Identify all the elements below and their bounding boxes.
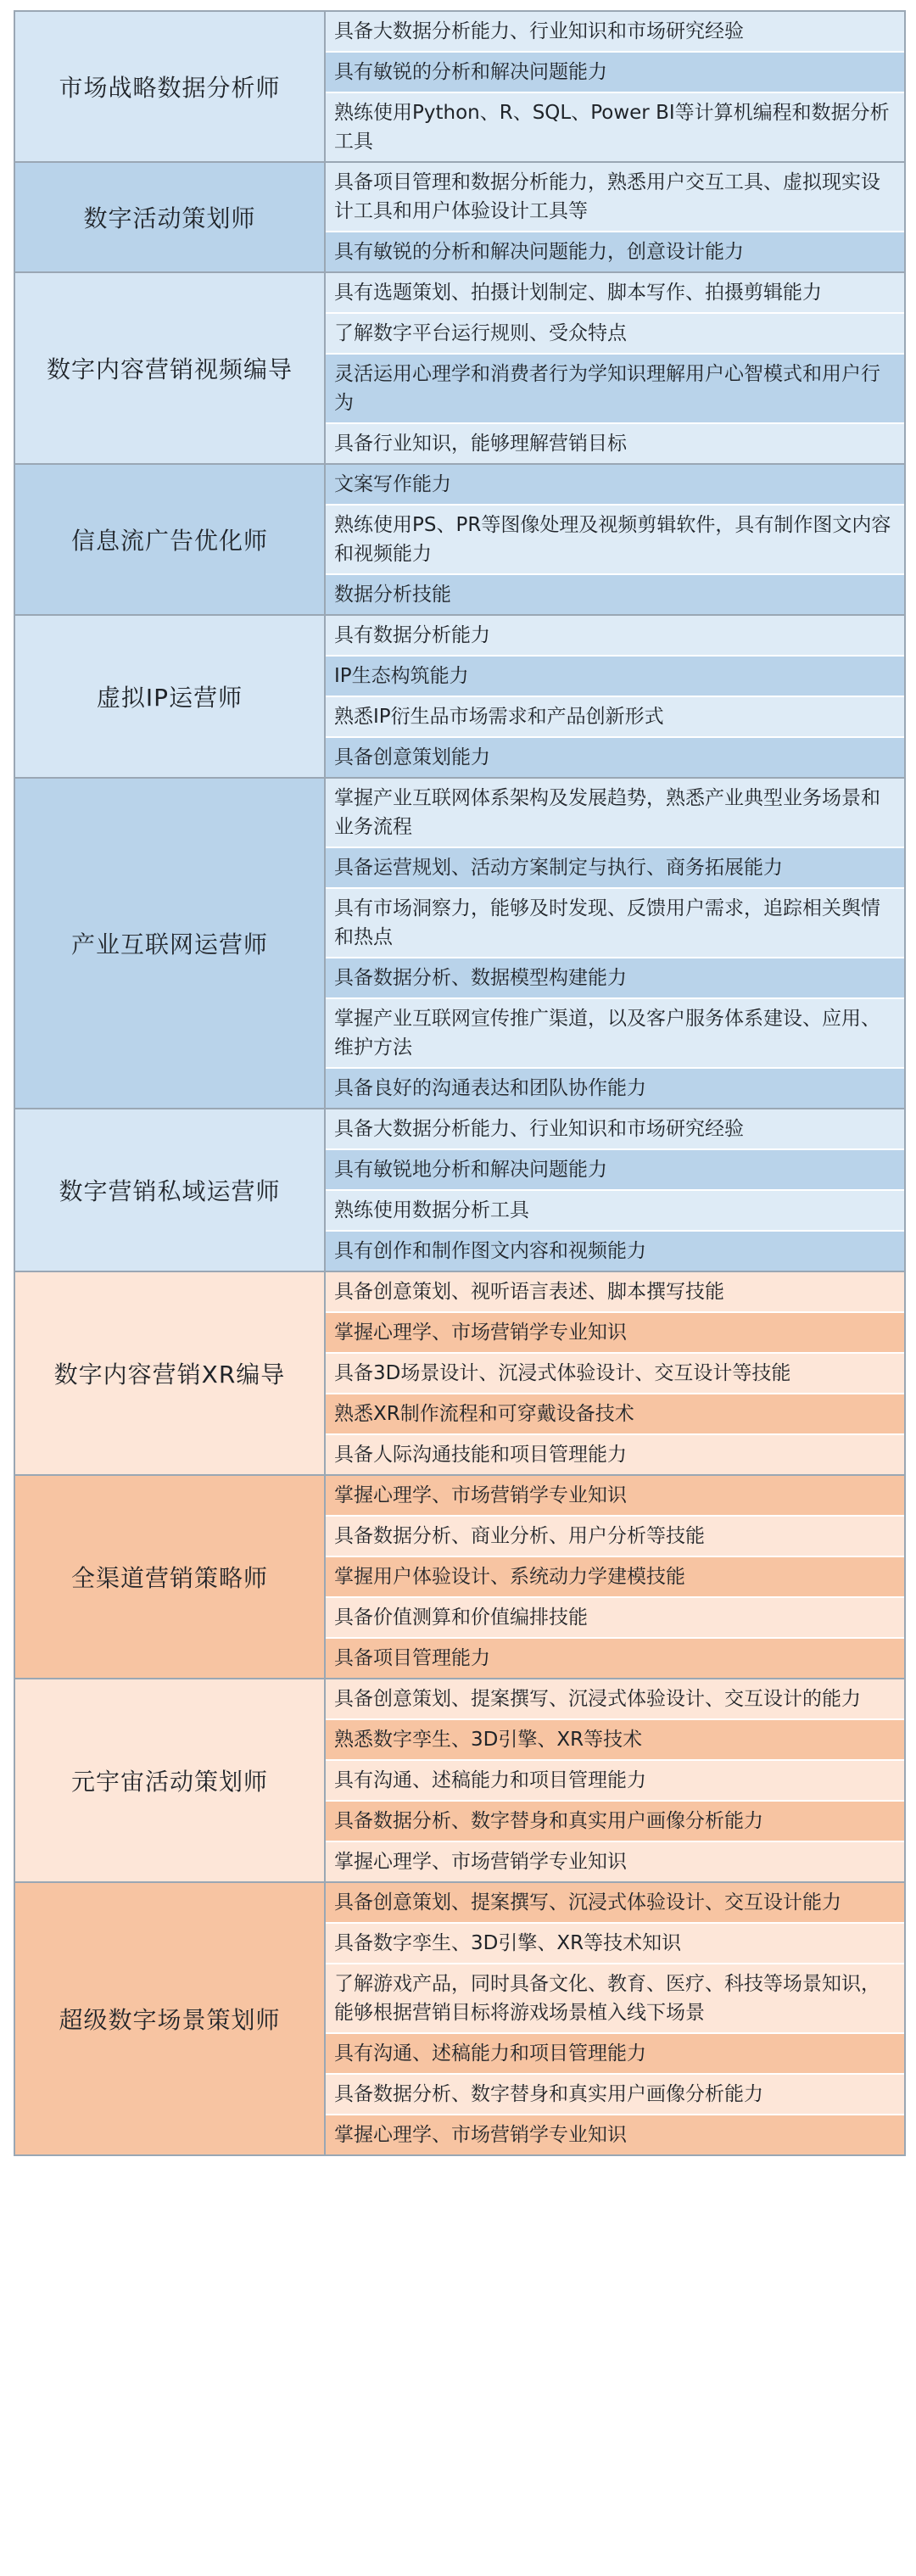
skill-item: 具有市场洞察力，能够及时发现、反馈用户需求，追踪相关舆情和热点	[326, 887, 904, 957]
skill-item: 了解游戏产品，同时具备文化、教育、医疗、科技等场景知识，能够根据营销目标将游戏场景植入线下场景	[326, 1963, 904, 2032]
skill-list	[326, 1476, 904, 1678]
skill-item: 具有敏锐的分析和解决问题能力，创意设计能力	[326, 231, 904, 271]
skill-list	[326, 12, 904, 161]
skill-item: 具备项目管理和数据分析能力，熟悉用户交互工具、虚拟现实设计工具和用户体验设计工具等	[326, 163, 904, 231]
skill-item: 具备创意策划、视听语言表述、脚本撰写技能	[326, 1272, 904, 1311]
skill-item: 具有数据分析能力	[326, 616, 904, 655]
role-title: 信息流广告优化师	[15, 465, 326, 614]
skill-item: 熟练使用数据分析工具	[326, 1189, 904, 1230]
skill-item: 了解数字平台运行规则、受众特点	[326, 312, 904, 353]
skill-list	[326, 1679, 904, 1881]
role-title: 元宇宙活动策划师	[15, 1679, 326, 1881]
skill-item: 掌握产业互联网宣传推广渠道，以及客户服务体系建设、应用、维护方法	[326, 997, 904, 1067]
role-group	[15, 614, 904, 777]
role-group	[15, 271, 904, 463]
skill-item: 具备数据分析、数据模型构建能力	[326, 957, 904, 997]
role-group	[15, 1678, 904, 1881]
skill-list	[326, 616, 904, 777]
role-group	[15, 777, 904, 1108]
skill-item: 掌握心理学、市场营销学专业知识	[326, 1476, 904, 1515]
skill-item: 具备价值测算和价值编排技能	[326, 1596, 904, 1637]
skill-item: 具备创意策划、提案撰写、沉浸式体验设计、交互设计的能力	[326, 1679, 904, 1718]
skill-item: 熟悉XR制作流程和可穿戴设备技术	[326, 1393, 904, 1433]
skill-list	[326, 1109, 904, 1271]
skill-item: 具备数字孪生、3D引擎、XR等技术知识	[326, 1922, 904, 1963]
role-title: 全渠道营销策略师	[15, 1476, 326, 1678]
role-group	[15, 463, 904, 614]
skill-list	[326, 273, 904, 463]
skill-item: 数据分析技能	[326, 573, 904, 614]
skill-item: 具备大数据分析能力、行业知识和市场研究经验	[326, 12, 904, 51]
skill-item: 熟悉数字孪生、3D引擎、XR等技术	[326, 1718, 904, 1759]
role-title: 市场战略数据分析师	[15, 12, 326, 161]
skill-item: 掌握心理学、市场营销学专业知识	[326, 1311, 904, 1352]
skill-item: 文案写作能力	[326, 465, 904, 504]
role-group	[15, 1881, 904, 2154]
role-group	[15, 1271, 904, 1474]
role-title: 数字营销私域运营师	[15, 1109, 326, 1271]
skill-item: 掌握产业互联网体系架构及发展趋势，熟悉产业典型业务场景和业务流程	[326, 779, 904, 847]
role-title: 数字内容营销视频编导	[15, 273, 326, 463]
role-title: 超级数字场景策划师	[15, 1883, 326, 2154]
skill-list	[326, 1883, 904, 2154]
skill-item: 掌握用户体验设计、系统动力学建模技能	[326, 1556, 904, 1596]
skill-item: 具备数据分析、商业分析、用户分析等技能	[326, 1515, 904, 1556]
skill-item: 具备人际沟通技能和项目管理能力	[326, 1433, 904, 1474]
skill-item: 熟练使用Python、R、SQL、Power BI等计算机编程和数据分析工具	[326, 92, 904, 161]
role-group	[15, 10, 904, 161]
role-group	[15, 161, 904, 271]
skill-list	[326, 163, 904, 271]
skill-item: 具备数据分析、数字替身和真实用户画像分析能力	[326, 2073, 904, 2114]
skills-table	[14, 10, 906, 2156]
skill-list	[326, 1272, 904, 1474]
skill-item: 熟练使用PS、PR等图像处理及视频剪辑软件，具有制作图文内容和视频能力	[326, 504, 904, 573]
skill-item: 灵活运用心理学和消费者行为学知识理解用户心智模式和用户行为	[326, 353, 904, 422]
skill-item: 具备创意策划、提案撰写、沉浸式体验设计、交互设计能力	[326, 1883, 904, 1922]
skill-list	[326, 465, 904, 614]
skill-item: 具备3D场景设计、沉浸式体验设计、交互设计等技能	[326, 1352, 904, 1393]
skill-item: 具有敏锐地分析和解决问题能力	[326, 1148, 904, 1189]
skill-item: 具备运营规划、活动方案制定与执行、商务拓展能力	[326, 847, 904, 887]
skill-item: 掌握心理学、市场营销学专业知识	[326, 1841, 904, 1881]
role-title: 数字活动策划师	[15, 163, 326, 271]
skill-item: 具备项目管理能力	[326, 1637, 904, 1678]
skill-item: 具备数据分析、数字替身和真实用户画像分析能力	[326, 1800, 904, 1841]
skill-item: 具有敏锐的分析和解决问题能力	[326, 51, 904, 92]
skill-item: 具有沟通、述稿能力和项目管理能力	[326, 1759, 904, 1800]
skill-item: 具有选题策划、拍摄计划制定、脚本写作、拍摄剪辑能力	[326, 273, 904, 312]
skill-item: 具备行业知识，能够理解营销目标	[326, 422, 904, 463]
skill-item: 具有沟通、述稿能力和项目管理能力	[326, 2032, 904, 2073]
skill-item: 具备大数据分析能力、行业知识和市场研究经验	[326, 1109, 904, 1148]
skill-item: 具备良好的沟通表达和团队协作能力	[326, 1067, 904, 1108]
role-group	[15, 1108, 904, 1271]
skill-item: 掌握心理学、市场营销学专业知识	[326, 2114, 904, 2154]
skill-list	[326, 779, 904, 1108]
role-group	[15, 1474, 904, 1678]
skill-item: IP生态构筑能力	[326, 655, 904, 696]
role-title: 数字内容营销XR编导	[15, 1272, 326, 1474]
skill-item: 具有创作和制作图文内容和视频能力	[326, 1230, 904, 1271]
skill-item: 熟悉IP衍生品市场需求和产品创新形式	[326, 696, 904, 736]
role-title: 虚拟IP运营师	[15, 616, 326, 777]
skill-item: 具备创意策划能力	[326, 736, 904, 777]
role-title: 产业互联网运营师	[15, 779, 326, 1108]
